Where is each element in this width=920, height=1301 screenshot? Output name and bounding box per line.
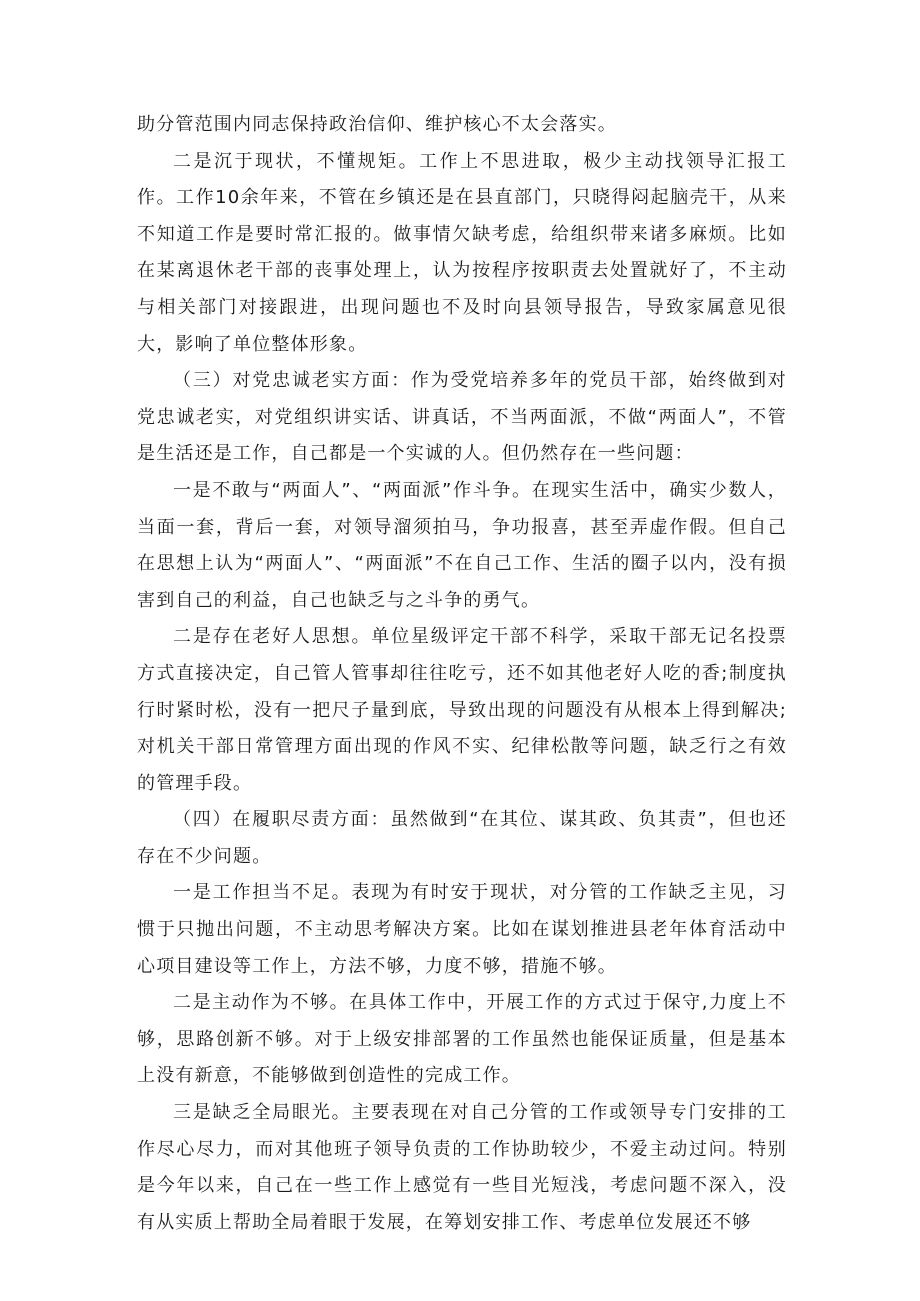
document-body	[137, 107, 787, 1241]
paragraph-initiative: 二是主动作为不够。在具体工作中，开展工作的方式过于保守,力度上不够，思路创新不够。对于上级安排部署的工作虽然也能保证质量，但是基本上没有新意，不能够做到创造性的完成工作。	[137, 992, 787, 1087]
paragraph-big-picture: 三是缺乏全局眼光。主要表现在对自己分管的工作或领导专门安排的工作尽心尽力，而对其他班子领导负责的工作协助较少，不爱主动过问。特别是今年以来，自己在一些工作上感觉有一些目光短浅，考虑问题不深入，没有从实质上帮助全局着眼于发展，在筹划安排工作、考虑单位发展还不够	[137, 1102, 787, 1233]
paragraph-people-pleaser: 二是存在老好人思想。单位星级评定干部不科学，采取干部无记名投票方式直接决定，自己管人管事却往往吃亏，还不如其他老好人吃的香;制度执行时紧时松，没有一把尺子量到底，导致出现的问题没有从根本上得到解决;对机关干部日常管理方面出现的作风不实、纪律松散等问题，缺乏行之有效的管理手段。	[137, 626, 787, 794]
paragraph-conformity-issue: 二是沉于现状，不懂规矩。工作上不思进取，极少主动找领导汇报工作。工作10余年来，不管在乡镇还是在县直部门，只晓得闷起脑壳干，从来不知道工作是要时常汇报的。做事情欠缺考虑，给组织带来诸多麻烦。比如在某离退休老干部的丧事处理上，认为按程序按职责去处置就好了，不主动与相关部门对接跟进，出现问题也不及时向县领导报告，导致家属意见很大，影响了单位整体形象。	[137, 150, 787, 355]
section-heading-duty: （四）在履职尽责方面：虽然做到“在其位、谋其政、负其责”，但也还存在不少问题。	[137, 809, 787, 867]
paragraph-continuation: 助分管范围内同志保持政治信仰、维护核心不太会落实。	[137, 114, 617, 135]
paragraph-responsibility: 一是工作担当不足。表现为有时安于现状，对分管的工作缺乏主见，习惯于只抛出问题，不主动思考解决方案。比如在谋划推进县老年体育活动中心项目建设等工作上，方法不够，力度不够，措施不够。	[137, 882, 787, 977]
section-heading-loyalty: （三）对党忠诚老实方面：作为受党培养多年的党员干部，始终做到对党忠诚老实，对党组织讲实话、讲真话，不当两面派，不做“两面人”，不管是生活还是工作，自己都是一个实诚的人。但仍然存在一些问题：	[137, 370, 787, 465]
paragraph-two-faced-struggle: 一是不敢与“两面人”、“两面派”作斗争。在现实生活中，确实少数人，当面一套，背后一套，对领导溜须拍马，争功报喜，甚至弄虚作假。但自己在思想上认为“两面人”、“两面派”不在自己工作、生活的圈子以内，没有损害到自己的利益，自己也缺乏与之斗争的勇气。	[137, 479, 787, 611]
